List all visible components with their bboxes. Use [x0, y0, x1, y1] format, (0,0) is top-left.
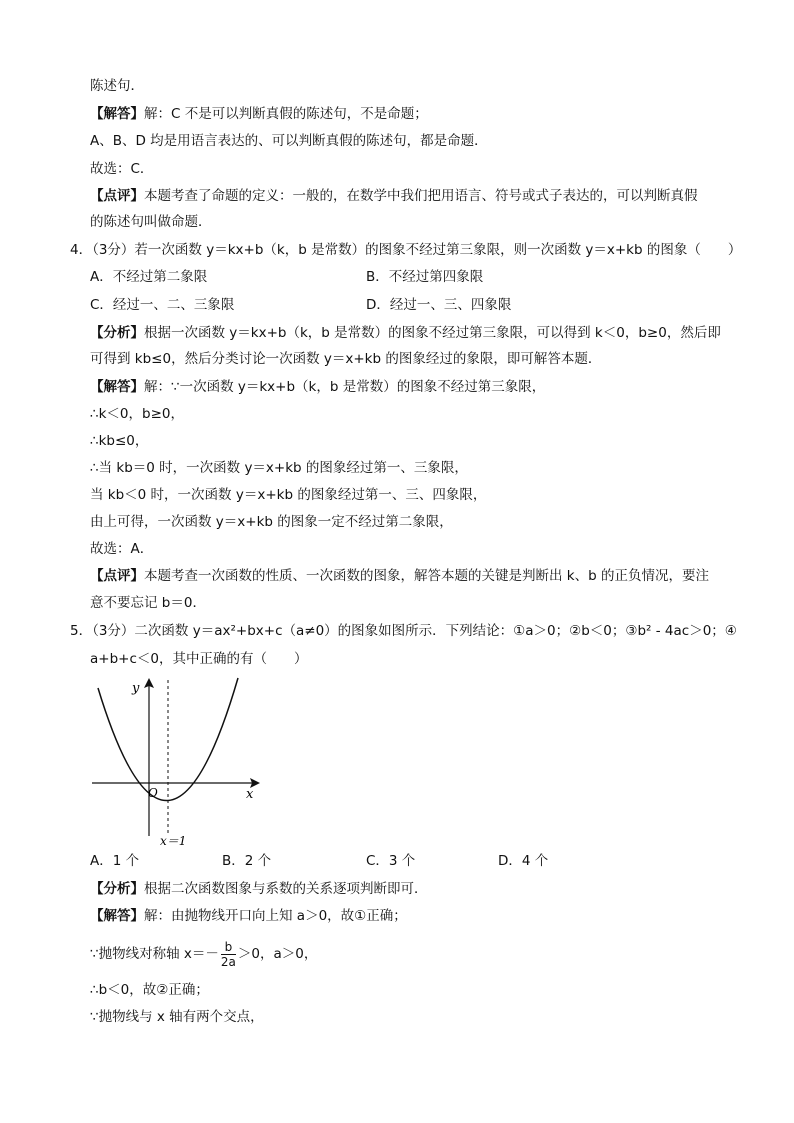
y-axis-label: y [132, 681, 140, 696]
sym-prefix: ∵抛物线对称轴 x＝－ [90, 946, 219, 962]
comment-tag: 【点评】 [90, 188, 144, 204]
parabola-graph [88, 674, 268, 846]
answer-tag: 【解答】 [90, 908, 144, 924]
q4-step-2: ∴kb≤0， [90, 433, 149, 449]
fraction-denominator: 2a [220, 954, 236, 969]
q4-option-b: B．不经过第四象限 [366, 269, 484, 285]
q5-step-2: ∴b＜0，故②正确； [90, 982, 209, 998]
answer-text: 解：∵一次函数 y＝kx+b（k，b 是常数）的图象不经过第三象限， [144, 379, 546, 395]
q4-option-a: A．不经过第二象限 [90, 269, 208, 285]
q3-comment-2: 的陈述句叫做命题． [90, 214, 212, 230]
analysis-text: 根据一次函数 y＝kx+b（k，b 是常数）的图象不经过第三象限，可以得到 k＜0，b≥0，然后即 [144, 325, 721, 341]
answer-text: 解：C 不是可以判断真假的陈述句，不是命题； [144, 106, 428, 122]
q3-choose: 故选：C． [90, 161, 154, 177]
analysis-text: 根据二次函数图象与系数的关系逐项判断即可． [144, 881, 428, 897]
q5-stem: 5．（3分）二次函数 y＝ax²+bx+c（a≠0）的图象如图所示．下列结论：①a＞0；②b＜0；③b² - 4ac＞0；④ [70, 623, 737, 639]
q4-comment [90, 566, 709, 586]
q4-option-c: C．经过一、二、三象限 [90, 297, 235, 313]
q4-step-1: ∴k＜0，b≥0， [90, 406, 184, 422]
q3-comment [90, 186, 698, 206]
q4-step-6: 故选：A． [90, 541, 154, 557]
comment-tag: 【点评】 [90, 568, 144, 584]
fraction-numerator: b [221, 941, 236, 955]
answer-tag: 【解答】 [90, 106, 144, 122]
q5-option-a: A．1 个 [90, 853, 140, 869]
q3-line-3: A、B、D 均是用语言表达的、可以判断真假的陈述句，都是命题． [90, 133, 488, 149]
comment-text: 本题考查一次函数的性质、一次函数的图象，解答本题的关键是判断出 k、b 的正负情况，要注 [144, 568, 709, 584]
symmetry-axis-label: x＝1 [160, 834, 187, 846]
q4-analysis-2: 可得到 kb≤0，然后分类讨论一次函数 y＝x+kb 的图象经过的象限，即可解答本题． [90, 351, 602, 367]
answer-text: 解：由抛物线开口向上知 a＞0，故①正确； [144, 908, 407, 924]
q3-answer [90, 104, 428, 124]
answer-tag: 【解答】 [90, 379, 144, 395]
q5-analysis [90, 879, 428, 899]
q4-stem: 4．（3分）若一次函数 y＝kx+b（k，b 是常数）的图象不经过第三象限，则一次函数 y＝x+kb 的图象（ ） [70, 242, 742, 258]
analysis-tag: 【分析】 [90, 325, 144, 341]
q4-comment-2: 意不要忘记 b＝0． [90, 595, 206, 611]
analysis-tag: 【分析】 [90, 881, 144, 897]
origin-label: O [148, 786, 158, 800]
fraction-b-over-2a [221, 941, 236, 968]
q4-step-4: 当 kb＜0 时，一次函数 y＝x+kb 的图象经过第一、三、四象限， [90, 487, 487, 503]
q5-stem-2: a+b+c＜0，其中正确的有（ ） [90, 651, 308, 667]
comment-text: 本题考查了命题的定义：一般的，在数学中我们把用语言、符号或式子表达的，可以判断真假 [144, 188, 698, 204]
x-axis-label: x [246, 787, 254, 802]
sym-suffix: ＞0，a＞0， [237, 946, 318, 962]
q5-step-3: ∵抛物线与 x 轴有两个交点， [90, 1009, 264, 1025]
q4-analysis [90, 323, 721, 343]
q4-step-3: ∴当 kb＝0 时，一次函数 y＝x+kb 的图象经过第一、三象限， [90, 460, 468, 476]
q4-option-d: D．经过一、三、四象限 [366, 297, 512, 313]
q5-option-d: D．4 个 [498, 853, 549, 869]
q5-answer [90, 906, 407, 926]
q5-symmetry-step [90, 940, 317, 968]
q5-option-c: C．3 个 [366, 853, 416, 869]
q4-answer [90, 377, 545, 397]
q5-option-b: B．2 个 [222, 853, 272, 869]
q4-step-5: 由上可得，一次函数 y＝x+kb 的图象一定不经过第二象限， [90, 514, 453, 530]
q3-line-1: 陈述句． [90, 78, 144, 94]
